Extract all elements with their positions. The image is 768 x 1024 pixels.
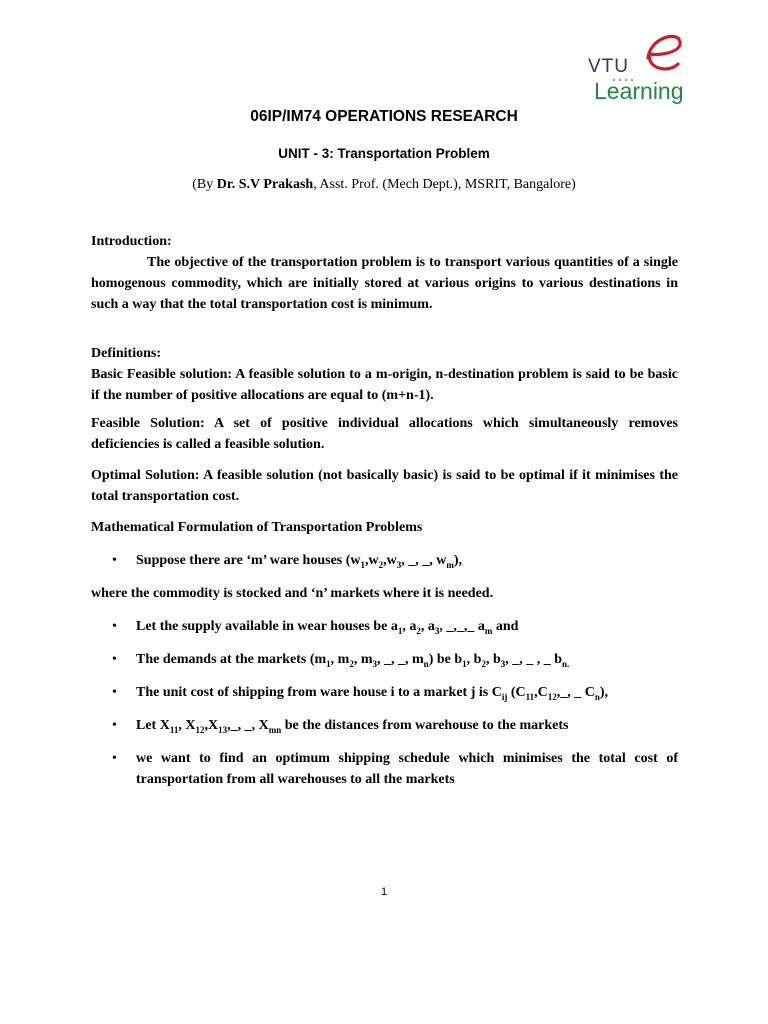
unit-title: UNIT - 3: Transportation Problem — [278, 146, 490, 161]
bullet-icon: • — [112, 652, 117, 667]
bullet-icon: • — [112, 718, 117, 733]
logo-learning-text: Learning — [594, 78, 684, 104]
page-number: 1 — [380, 886, 388, 898]
definitions-section — [91, 343, 678, 406]
definition-basic-feasible: Basic Feasible solution: A feasible solution to a m-origin, n-destination problem is said to be basic if the number of positive allocations are equal to (m+n-1). — [91, 367, 678, 403]
definition-feasible: Feasible Solution: A set of positive individual allocations which simultaneously removes deficiencies is called a feasible solution. — [91, 416, 678, 452]
bullet-icon: • — [112, 553, 117, 568]
bullet-icon: • — [112, 619, 117, 634]
definition-optimal: Optimal Solution: A feasible solution (not basically basic) is said to be optimal if it minimises the total transportation cost. — [91, 468, 678, 504]
bullet-icon: • — [112, 685, 117, 700]
logo-vtu-text: VTU — [588, 56, 629, 77]
document-title: 06IP/IM74 OPERATIONS RESEARCH — [250, 108, 518, 125]
introduction-text: The objective of the transportation problem is to transport various quantities of a single homogenous commodity, which are initially stored at various origins to various destinations in such a way that the total transportation cost is minimum. — [91, 255, 678, 312]
definitions-heading: Definitions: — [91, 346, 161, 361]
introduction-heading: Introduction: — [91, 234, 172, 249]
vtu-e-learning-logo — [588, 20, 688, 104]
bullet-icon: • — [112, 751, 117, 766]
author-name: Dr. S.V Prakash — [216, 177, 314, 192]
introduction-section — [91, 231, 678, 315]
formulation-heading: Mathematical Formulation of Transportation Problems — [91, 520, 423, 535]
e-swirl-icon — [638, 28, 686, 78]
author-line: (By Dr. S.V Prakash, Asst. Prof. (Mech Dept.), MSRIT, Bangalore) — [192, 177, 576, 192]
formulation-between-text: where the commodity is stocked and ‘n’ markets where it is needed. — [91, 586, 494, 601]
